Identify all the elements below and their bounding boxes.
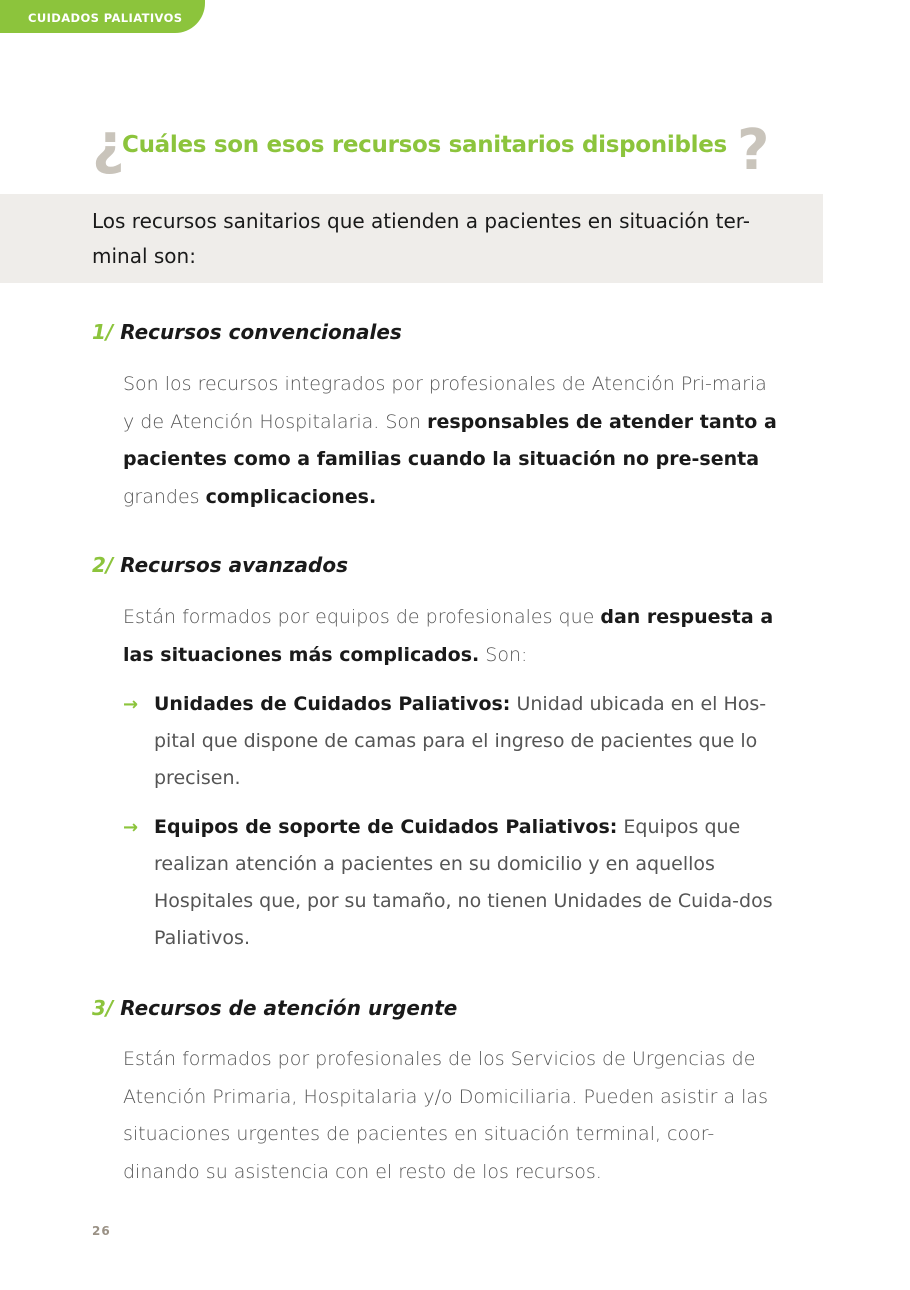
list-item-label: Unidades de Cuidados Paliativos: bbox=[154, 693, 511, 715]
page-number: 26 bbox=[92, 1224, 111, 1238]
section-paragraph-2 bbox=[123, 599, 783, 674]
arrow-right-icon: → bbox=[123, 694, 139, 715]
list-item bbox=[123, 809, 785, 957]
page-title-text: Cuáles son esos recursos sanitarios disponibles bbox=[122, 132, 727, 158]
page-title bbox=[92, 112, 792, 185]
list-item-text bbox=[123, 686, 785, 797]
section-number-2: 2/ bbox=[92, 553, 114, 577]
bold-run: dan respuesta a las situaciones más complicados. bbox=[123, 606, 774, 666]
text-run: Son los recursos integrados por profesionales de Atención Pri-maria y de Atención Hospitalaria. Son bbox=[123, 373, 767, 433]
text-run: grandes bbox=[123, 485, 206, 508]
section-heading-1 bbox=[92, 320, 402, 344]
intro-text: Los recursos sanitarios que atienden a pacientes en situación ter-minal son: bbox=[92, 209, 750, 268]
section-tab-label: CUIDADOS PALIATIVOS bbox=[28, 10, 183, 25]
section-title-1: Recursos convencionales bbox=[120, 320, 402, 344]
bold-run: complicaciones. bbox=[205, 485, 377, 508]
text-run: Están formados por equipos de profesionales que bbox=[123, 606, 601, 628]
list-item-label: Equipos de soporte de Cuidados Paliativos: bbox=[154, 816, 618, 838]
list-item bbox=[123, 686, 785, 797]
arrow-right-icon: → bbox=[123, 817, 139, 838]
list-item-body: Equipos que realizan atención a pacientes en su domicilio y en aquellos Hospitales que, por su tamaño, no tienen Unidades de Cuida-dos Paliativos. bbox=[154, 816, 773, 949]
open-question-mark: ¿ bbox=[92, 112, 125, 177]
section-number-1: 1/ bbox=[92, 320, 114, 344]
intro-box bbox=[0, 194, 823, 283]
section-title-2: Recursos avanzados bbox=[120, 553, 349, 577]
list-item-text bbox=[123, 809, 785, 957]
section-heading-3 bbox=[92, 996, 457, 1020]
section-tab bbox=[0, 0, 205, 33]
section-paragraph-3: Están formados por profesionales de los Servicios de Urgencias de Atención Primaria, Hospitalaria y/o Domiciliaria. Pueden asistir a las situaciones urgentes de pacientes en situación terminal, coor-dinando su asistencia con el resto de los recursos. bbox=[123, 1048, 768, 1183]
section-heading-2 bbox=[92, 553, 348, 577]
section-number-3: 3/ bbox=[92, 996, 114, 1020]
section-title-3: Recursos de atención urgente bbox=[120, 996, 458, 1020]
text-run: Son: bbox=[479, 643, 528, 666]
list-item-body: Unidad ubicada en el Hos-pital que dispone de camas para el ingreso de pacientes que lo precisen. bbox=[154, 693, 767, 789]
close-question-mark: ? bbox=[737, 118, 770, 183]
bold-run: responsables de atender tanto a pacientes como a familias cuando la situación no pre-senta bbox=[123, 410, 777, 470]
section-paragraph-1 bbox=[123, 366, 783, 516]
